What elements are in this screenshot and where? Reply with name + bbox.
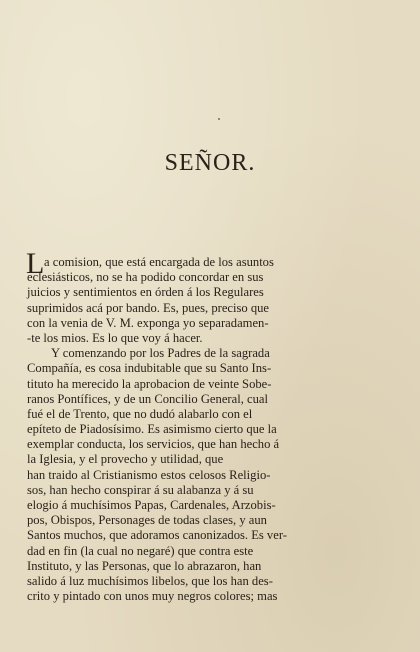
text-line: suprimidos acá por bando. Es, pues, preciso que (27, 300, 270, 315)
text-line: juicios y sentimientos en órden á los Regulares (27, 285, 264, 300)
text-line: dad en fin (la cual no negaré) que contra este (27, 543, 254, 558)
text-line: a comision, que está encargada de los asuntos (44, 255, 274, 269)
text-line: Compañía, es cosa indubitable que su Santo Ins- (27, 361, 272, 376)
text-line: exemplar conducta, los servicios, que han hecho á (27, 437, 280, 452)
text-line: -te los mios. Es lo que voy á hacer. (27, 330, 203, 345)
text-line: fué el de Trento, que no dudó alabarlo con el (27, 406, 253, 421)
text-line: elogio á muchísimos Papas, Cardenales, Arzobis- (27, 498, 276, 512)
text-line: han traido al Cristianismo estos celosos Religio- (27, 467, 271, 482)
drop-cap: L (26, 247, 45, 280)
text-line: pos, Obispos, Personages de todas clases, y aun (27, 513, 267, 528)
page-heading: SEÑOR. (164, 150, 256, 176)
text-line: sos, han hecho conspirar á su alabanza y á su (27, 482, 254, 497)
text-line: crito y pintado con unos muy negros colores; mas (27, 589, 278, 604)
text-line: la Iglesia, y el provecho y utilidad, que (27, 452, 224, 467)
text-line: Y comenzando por los Padres de la sagrada (51, 346, 270, 361)
ink-dot (218, 118, 220, 120)
text-line: tituto ha merecido la aprobacion de veinte Sobe- (27, 376, 272, 391)
text-line: Santos muchos, que adoramos canonizados. Es ver- (27, 528, 287, 543)
text-line: ranos Pontífices, y de un Concilio General, cual (27, 391, 268, 406)
text-line: salido á luz muchísimos libelos, que los han des- (27, 573, 273, 588)
text-line: epíteto de Piadosísimo. Es asimismo cierto que la (27, 422, 277, 437)
text-line: con la venia de V. M. exponga yo separadamen- (27, 315, 269, 330)
text-line: Instituto, y las Personas, que lo abrazaron, han (27, 558, 262, 573)
text-line: eclesiásticos, no se ha podido concordar en sus (27, 270, 264, 285)
body-text (26, 247, 351, 604)
